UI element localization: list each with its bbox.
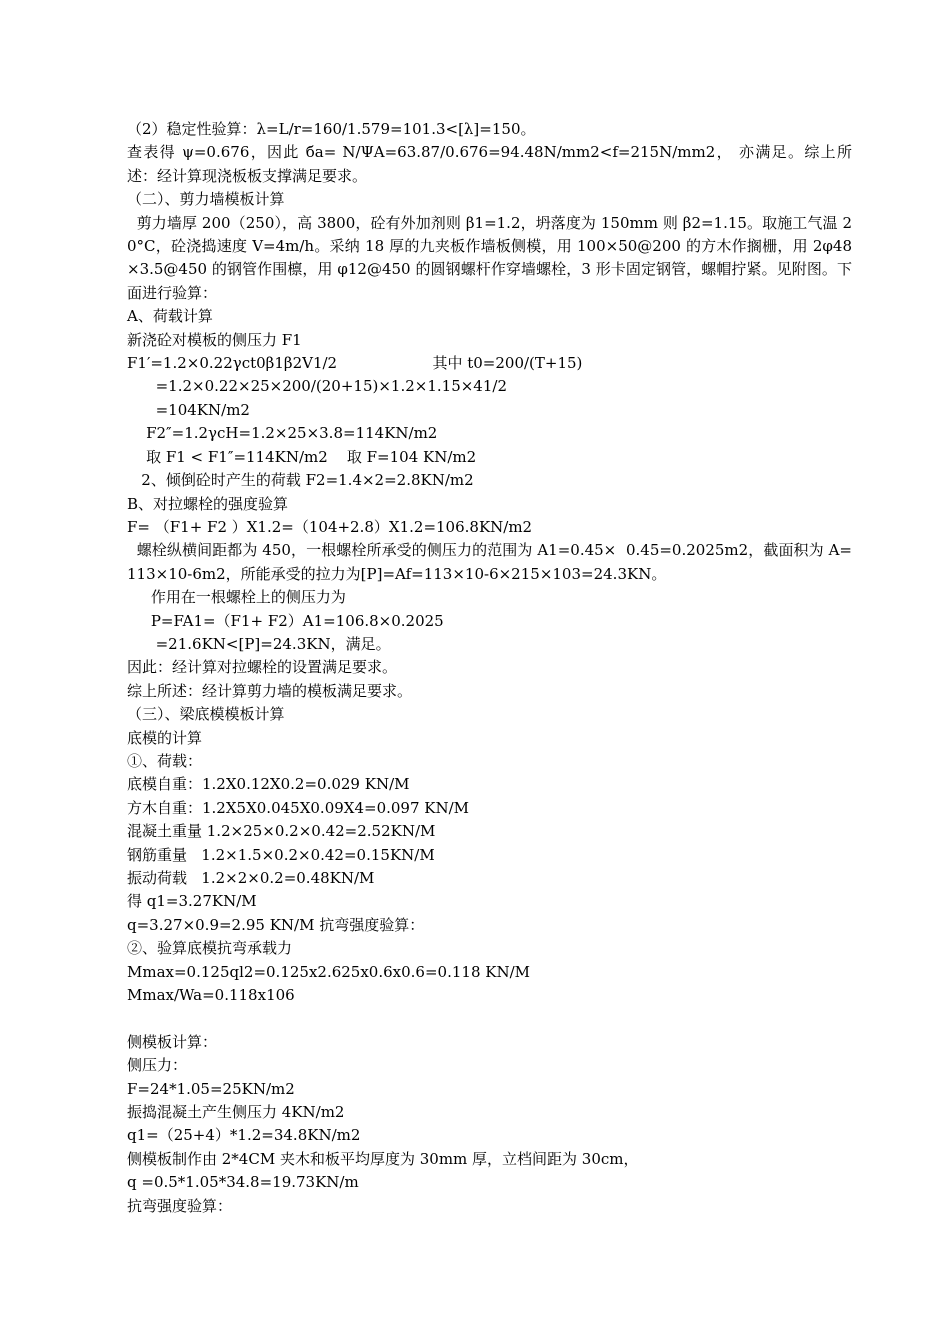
section-heading: （二）、剪力墙模板计算 xyxy=(127,190,285,209)
text-line: 方木自重：1.2X5X0.045X0.09X4=0.097 KN/M xyxy=(127,798,470,817)
formula-line: Mmax=0.125ql2=0.125x2.625x0.6x0.6=0.118 KN/M xyxy=(127,962,531,981)
text-line: 混凝土重量 1.2×25×0.2×0.42=2.52KN/M xyxy=(127,822,436,841)
text-line: 得 q1=3.27KN/M xyxy=(127,892,257,911)
text-line: 综上所述：经计算剪力墙的模板满足要求。 xyxy=(127,681,413,700)
text-line: q=3.27×0.9=2.95 KN/M 抗弯强度验算： xyxy=(127,915,425,934)
formula-line: F2″=1.2γcH=1.2×25×3.8=114KN/m2 xyxy=(127,424,438,443)
text-line: ②、验算底模抗弯承载力 xyxy=(127,939,293,958)
document-page xyxy=(127,118,852,1218)
text-line: 底模的计算 xyxy=(127,728,203,747)
section-heading: B、对拉螺栓的强度验算 xyxy=(127,494,289,513)
text-line: 侧模板制作由 2*4CM 夹木和板平均厚度为 30mm 厚，立档间距为 30cm， xyxy=(127,1149,639,1168)
formula-line: P=FA1=（F1+ F2）A1=106.8×0.2025 xyxy=(127,611,444,630)
text-paragraph: 螺栓纵横间距都为 450，一根螺栓所承受的侧压力的范围为 A1=0.45× 0.45=0.2025m2，截面积为 A=113×10-6m2，所能承受的拉力为[P]=Af=113×10-6×215×103=24.3KN。 xyxy=(127,541,852,583)
text-line: 抗弯强度验算： xyxy=(127,1196,233,1215)
text-line: 侧模板计算： xyxy=(127,1032,218,1051)
text-line: ①、荷载： xyxy=(127,751,203,770)
text-line: 作用在一根螺栓上的侧压力为 xyxy=(127,588,346,607)
formula-line: q1=（25+4）*1.2=34.8KN/m2 xyxy=(127,1126,361,1145)
formula-line: =21.6KN<[P]=24.3KN，满足。 xyxy=(127,634,391,653)
formula-line: F1′=1.2×0.22γct0β1β2V1/2 其中 t0=200/(T+15) xyxy=(127,354,583,373)
text-line: 钢筋重量 1.2×1.5×0.2×0.42=0.15KN/M xyxy=(127,845,435,864)
formula-line: Mmax/Wa=0.118x106 xyxy=(127,986,295,1005)
text-line: 新浇砼对模板的侧压力 F1 xyxy=(127,330,302,349)
formula-line: q =0.5*1.05*34.8=19.73KN/m xyxy=(127,1173,359,1192)
formula-line: F= （F1+ F2 ）X1.2=（104+2.8）X1.2=106.8KN/m2 xyxy=(127,517,533,536)
blank-line xyxy=(127,1007,852,1030)
text-line: 振动荷载 1.2×2×0.2=0.48KN/M xyxy=(127,869,375,887)
text-paragraph: 查表得 ψ=0.676，因此 бa= N/ΨA=63.87/0.676=94.48N/mm2<f=215N/mm2， 亦满足。综上所述：经计算现浇板板支撑满足要求。 xyxy=(127,143,852,185)
text-line: 底模自重：1.2X0.12X0.2=0.029 KN/M xyxy=(127,775,410,794)
text-line: 侧压力： xyxy=(127,1056,188,1075)
section-heading: （三）、梁底模模板计算 xyxy=(127,705,285,724)
text-line: 2、倾倒砼时产生的荷载 F2=1.4×2=2.8KN/m2 xyxy=(127,471,474,490)
text-line: （2）稳定性验算：λ=L/r=160/1.579=101.3<[λ]=150。 xyxy=(127,120,536,138)
text-line: 振捣混凝土产生侧压力 4KN/m2 xyxy=(127,1103,345,1122)
formula-line: =1.2×0.22×25×200/(20+15)×1.2×1.15×41/2 xyxy=(127,377,507,396)
text-paragraph: 剪力墙厚 200（250），高 3800，砼有外加剂则 β1=1.2，坍落度为 150mm 则 β2=1.15。取施工气温 20°C，砼浇捣速度 V=4m/h。采纳 18 厚的九夹板作墙板侧模，用 100×50@200 的方木作搁栅，用 2φ48×3.5@450 的钢管作围檩，用 φ12@450 的圆钢螺杆作穿墙螺栓，3 形卡固定钢管，螺帽拧紧。见附图。下面进行验算： xyxy=(127,213,852,302)
text-line: 因此：经计算对拉螺栓的设置满足要求。 xyxy=(127,658,398,677)
section-heading: A、荷载计算 xyxy=(127,307,213,326)
formula-line: 取 F1 < F1″=114KN/m2 取 F=104 KN/m2 xyxy=(127,447,477,466)
formula-line: =104KN/m2 xyxy=(127,400,250,419)
formula-line: F=24*1.05=25KN/m2 xyxy=(127,1079,295,1098)
